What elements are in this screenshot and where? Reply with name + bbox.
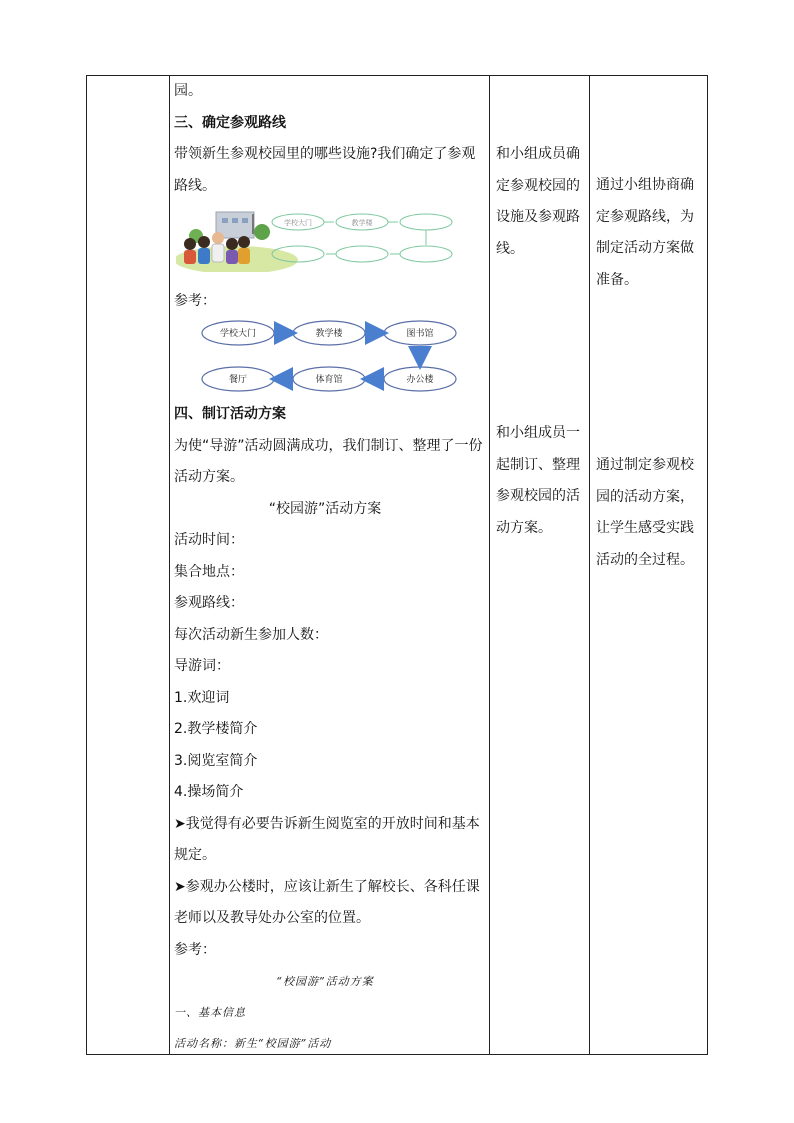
reference-activity-name: 活动名称：新生“校园游”活动 xyxy=(174,1037,332,1050)
text-line: 让学生感受实践 xyxy=(596,520,694,536)
text-line: 定参观路线，为 xyxy=(596,208,694,225)
design-intent-2 xyxy=(596,450,704,576)
text-line: 制定活动方案做 xyxy=(596,240,694,256)
plan-line: 4.操场简介 xyxy=(174,784,244,800)
column-divider-1 xyxy=(169,76,170,1054)
section-heading-3: 三、确定参观路线 xyxy=(174,114,286,131)
route-flow-diagram xyxy=(196,318,466,396)
text-line: 设施及参观路 xyxy=(496,209,580,225)
text-line: 参观校园的活 xyxy=(496,488,580,504)
plan-line: 每次活动新生参加人数： xyxy=(174,626,328,643)
plan-line: 活动时间： xyxy=(174,532,244,548)
plan-line: 1.欢迎词 xyxy=(174,689,230,706)
text-line: 定参观校园的 xyxy=(496,177,580,194)
reference-label: 参考： xyxy=(174,293,216,309)
text-line: 路线。 xyxy=(174,177,216,194)
flow-label: 图书馆 xyxy=(406,329,434,339)
plan-line: 3.阅览室简介 xyxy=(174,752,258,769)
plan-line: 集合地点： xyxy=(174,563,244,580)
section-heading-4: 四、制订活动方案 xyxy=(174,406,286,422)
plan-line: 导游词： xyxy=(174,658,230,674)
student-activity-2 xyxy=(496,418,590,544)
design-intent-1 xyxy=(596,170,704,296)
text-line: 带领新生参观校园里的哪些设施?我们确定了参观 xyxy=(174,146,476,162)
text-line: 通过小组协商确 xyxy=(596,177,694,193)
text-line: 为使“导游”活动圆满成功，我们制订、整理了一份 xyxy=(174,437,483,454)
column-divider-2 xyxy=(489,76,490,1054)
route-box-3 xyxy=(400,214,452,230)
route-illustration xyxy=(176,204,466,272)
route-label-2: 教学楼 xyxy=(351,219,373,227)
flow-label: 教学楼 xyxy=(315,329,343,339)
text-line: 准备。 xyxy=(596,271,638,288)
reference-section: 一、基本信息 xyxy=(174,1006,246,1019)
plan-line: 参观路线： xyxy=(174,595,244,611)
text-line: 园。 xyxy=(174,83,202,99)
student-activity-1 xyxy=(496,139,590,265)
reference-label: 参考： xyxy=(174,941,216,958)
route-label-1: 学校大门 xyxy=(284,219,312,227)
text-line: 动方案。 xyxy=(496,519,552,536)
bullet-line: 规定。 xyxy=(174,847,216,863)
content-column xyxy=(174,76,486,202)
route-box-4 xyxy=(400,246,452,262)
text-line: 通过制定参观校 xyxy=(596,457,694,473)
text-line: 线。 xyxy=(496,240,524,257)
text-line: 活动方案。 xyxy=(174,469,244,485)
bullet-line: 老师以及教导处办公室的位置。 xyxy=(174,910,370,926)
tree xyxy=(254,224,270,240)
text-line: 起制订、整理 xyxy=(496,456,580,473)
flow-label: 餐厅 xyxy=(228,375,248,385)
plan-title: “校园游”活动方案 xyxy=(268,500,382,517)
plan-line: 2.教学楼简介 xyxy=(174,721,258,737)
text-line: 和小组成员确 xyxy=(496,146,580,162)
bullet-line: ➤参观办公楼时，应该让新生了解校长、各科任课 xyxy=(174,878,480,895)
reference-label-1-wrap xyxy=(174,286,486,318)
flow-label: 办公楼 xyxy=(406,375,434,385)
bullet-line: ➤我觉得有必要告诉新生阅览室的开放时间和基本 xyxy=(174,815,480,832)
text-line: 活动的全过程。 xyxy=(596,551,694,568)
reference-plan-title: “校园游”活动方案 xyxy=(276,975,374,988)
text-line: 园的活动方案， xyxy=(596,488,694,505)
text-line: 和小组成员一 xyxy=(496,425,580,441)
route-box-5 xyxy=(336,246,388,262)
content-column-lower xyxy=(174,399,486,1059)
flow-label: 学校大门 xyxy=(219,329,257,339)
flow-label: 体育馆 xyxy=(315,375,343,385)
